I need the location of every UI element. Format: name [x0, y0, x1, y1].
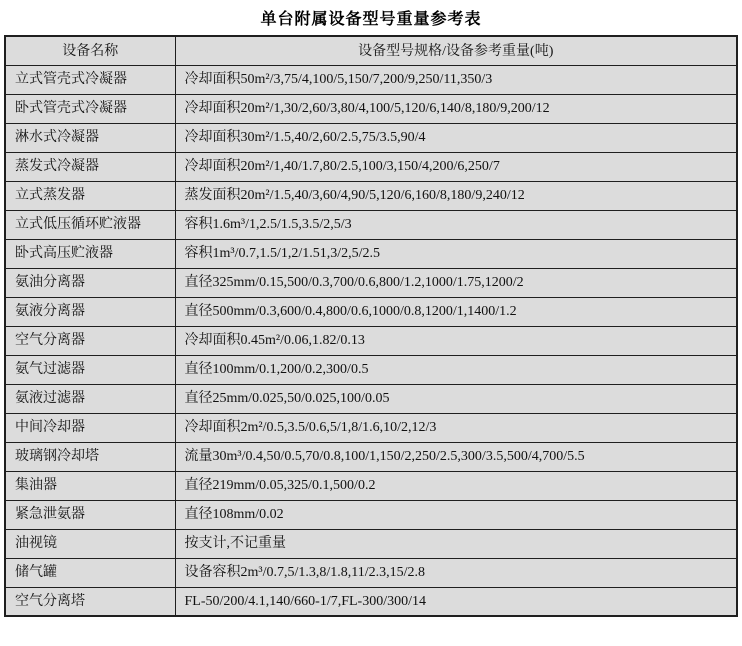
spec-weight-cell: 流量30m³/0.4,50/0.5,70/0.8,100/1,150/2,250/2.5,300/3.5,500/4,700/5.5 — [175, 442, 737, 471]
table-row — [5, 355, 737, 384]
spec-weight-cell: 蒸发面积20m²/1.5,40/3,60/4,90/5,120/6,160/8,180/9,240/12 — [175, 181, 737, 210]
equipment-name-cell: 氨油分离器 — [5, 268, 175, 297]
equipment-name-cell: 立式管壳式冷凝器 — [5, 65, 175, 94]
table-row — [5, 529, 737, 558]
table-row — [5, 326, 737, 355]
spec-weight-cell: 直径100mm/0.1,200/0.2,300/0.5 — [175, 355, 737, 384]
header-spec-weight: 设备型号规格/设备参考重量(吨) — [175, 36, 737, 65]
equipment-name-cell: 立式蒸发器 — [5, 181, 175, 210]
equipment-weight-table — [4, 35, 738, 617]
equipment-name-cell: 淋水式冷凝器 — [5, 123, 175, 152]
spec-weight-cell: 直径25mm/0.025,50/0.025,100/0.05 — [175, 384, 737, 413]
table-header-row — [5, 36, 737, 65]
table-row — [5, 442, 737, 471]
table-row — [5, 123, 737, 152]
spec-weight-cell: 容积1.6m³/1,2.5/1.5,3.5/2,5/3 — [175, 210, 737, 239]
spec-weight-cell: 直径500mm/0.3,600/0.4,800/0.6,1000/0.8,1200/1,1400/1.2 — [175, 297, 737, 326]
table-row — [5, 297, 737, 326]
table-row — [5, 384, 737, 413]
spec-weight-cell: 冷却面积2m²/0.5,3.5/0.6,5/1,8/1.6,10/2,12/3 — [175, 413, 737, 442]
equipment-name-cell: 氨液分离器 — [5, 297, 175, 326]
table-row — [5, 94, 737, 123]
equipment-name-cell: 玻璃钢冷却塔 — [5, 442, 175, 471]
spec-weight-cell: 冷却面积20m²/1,40/1.7,80/2.5,100/3,150/4,200/6,250/7 — [175, 152, 737, 181]
equipment-name-cell: 氨液过滤器 — [5, 384, 175, 413]
spec-weight-cell: 按支计,不记重量 — [175, 529, 737, 558]
header-equipment-name: 设备名称 — [5, 36, 175, 65]
table-row — [5, 413, 737, 442]
spec-weight-cell: 冷却面积20m²/1,30/2,60/3,80/4,100/5,120/6,140/8,180/9,200/12 — [175, 94, 737, 123]
equipment-name-cell: 氨气过滤器 — [5, 355, 175, 384]
spec-weight-cell: 直径325mm/0.15,500/0.3,700/0.6,800/1.2,1000/1.75,1200/2 — [175, 268, 737, 297]
table-row — [5, 587, 737, 616]
equipment-name-cell: 立式低压循环贮液器 — [5, 210, 175, 239]
spec-weight-cell: 设备容积2m³/0.7,5/1.3,8/1.8,11/2.3,15/2.8 — [175, 558, 737, 587]
equipment-name-cell: 紧急泄氨器 — [5, 500, 175, 529]
equipment-name-cell: 空气分离塔 — [5, 587, 175, 616]
page-title: 单台附属设备型号重量参考表 — [260, 9, 482, 28]
table-row — [5, 558, 737, 587]
spec-weight-cell: 直径108mm/0.02 — [175, 500, 737, 529]
equipment-name-cell: 中间冷却器 — [5, 413, 175, 442]
equipment-name-cell: 空气分离器 — [5, 326, 175, 355]
equipment-name-cell: 卧式管壳式冷凝器 — [5, 94, 175, 123]
spec-weight-cell: 冷却面积30m²/1.5,40/2,60/2.5,75/3.5,90/4 — [175, 123, 737, 152]
table-row — [5, 471, 737, 500]
table-row — [5, 181, 737, 210]
table-row — [5, 500, 737, 529]
table-row — [5, 152, 737, 181]
spec-weight-cell: 冷却面积0.45m²/0.06,1.82/0.13 — [175, 326, 737, 355]
equipment-name-cell: 卧式高压贮液器 — [5, 239, 175, 268]
spec-weight-cell: 容积1m³/0.7,1.5/1,2/1.51,3/2,5/2.5 — [175, 239, 737, 268]
equipment-name-cell: 蒸发式冷凝器 — [5, 152, 175, 181]
table-row — [5, 210, 737, 239]
spec-weight-cell: 冷却面积50m²/3,75/4,100/5,150/7,200/9,250/11,350/3 — [175, 65, 737, 94]
spec-weight-cell: 直径219mm/0.05,325/0.1,500/0.2 — [175, 471, 737, 500]
table-row — [5, 65, 737, 94]
table-row — [5, 239, 737, 268]
equipment-name-cell: 集油器 — [5, 471, 175, 500]
equipment-name-cell: 油视镜 — [5, 529, 175, 558]
equipment-name-cell: 储气罐 — [5, 558, 175, 587]
table-row — [5, 268, 737, 297]
spec-weight-cell: FL-50/200/4.1,140/660-1/7,FL-300/300/14 — [175, 587, 737, 616]
